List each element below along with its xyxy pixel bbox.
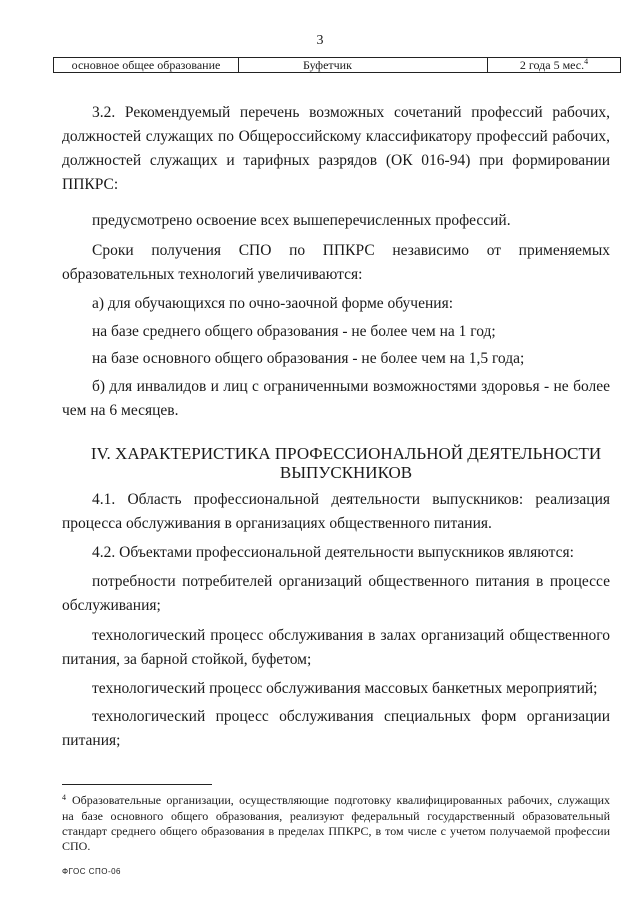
paragraph-a2: на базе основного общего образования - не более чем на 1,5 года; — [92, 350, 525, 367]
object-item-4: технологический процесс обслуживания специальных форм организации питания; — [62, 708, 610, 749]
footnote-reference: 4 — [584, 57, 589, 66]
footnote-mark: 4 — [62, 793, 66, 802]
footnote-divider — [62, 784, 212, 785]
section-heading: IV. ХАРАКТЕРИСТИКА ПРОФЕССИОНАЛЬНОЙ ДЕЯТЕЛЬНОСТИ ВЫПУСКНИКОВ — [90, 444, 602, 482]
paragraph-terms: Сроки получения СПО по ППКРС независимо от применяемых образовательных технологий увеличиваются: — [62, 242, 610, 283]
footer-code: ФГОС СПО-06 — [62, 867, 121, 876]
paragraph-4-2: 4.2. Объектами профессиональной деятельности выпускников являются: — [92, 544, 574, 561]
paragraph-a: а) для обучающихся по очно-заочной форме обучения: — [92, 295, 454, 312]
table-row — [54, 58, 621, 73]
paragraph-b: б) для инвалидов и лиц с ограниченными возможностями здоровья - не более чем на 6 месяцев. — [62, 378, 610, 419]
paragraph-a1: на базе среднего общего образования - не более чем на 1 год; — [92, 323, 496, 340]
paragraph-3-2: 3.2. Рекомендуемый перечень возможных сочетаний профессий рабочих, должностей служащих по Общероссийскому классификатору профессий рабочих, должностей служащих и тарифных разрядов (ОК 016-94) при формировании ППКРС: — [62, 104, 610, 193]
footnote — [62, 793, 610, 854]
table-cell-education: основное общее образование — [54, 58, 239, 73]
professions-table — [53, 57, 621, 73]
duration-text: 2 года 5 мес. — [519, 58, 585, 72]
footnote-text: Образовательные организации, осуществляющие подготовку квалифицированных рабочих, служащих на базе основного общего образования, реализуют федеральный государственный образовательный стандарт среднего общего образования в пределах ППКРС, в том числе с учетом получаемой профессии СПО. — [62, 793, 610, 853]
table-cell-profession: Буфетчик — [239, 58, 488, 73]
paragraph-4-1: 4.1. Область профессиональной деятельности выпускников: реализация процесса обслуживания в организациях общественного питания. — [62, 491, 610, 532]
paragraph-provided: предусмотрено освоение всех вышеперечисленных профессий. — [92, 212, 511, 229]
object-item-2: технологический процесс обслуживания в залах организаций общественного питания, за барной стойкой, буфетом; — [62, 627, 610, 668]
page-number: 3 — [316, 33, 324, 48]
object-item-3: технологический процесс обслуживания массовых банкетных мероприятий; — [92, 680, 598, 697]
object-item-1: потребности потребителей организаций общественного питания в процессе обслуживания; — [62, 573, 610, 614]
table-cell-duration — [488, 58, 621, 73]
